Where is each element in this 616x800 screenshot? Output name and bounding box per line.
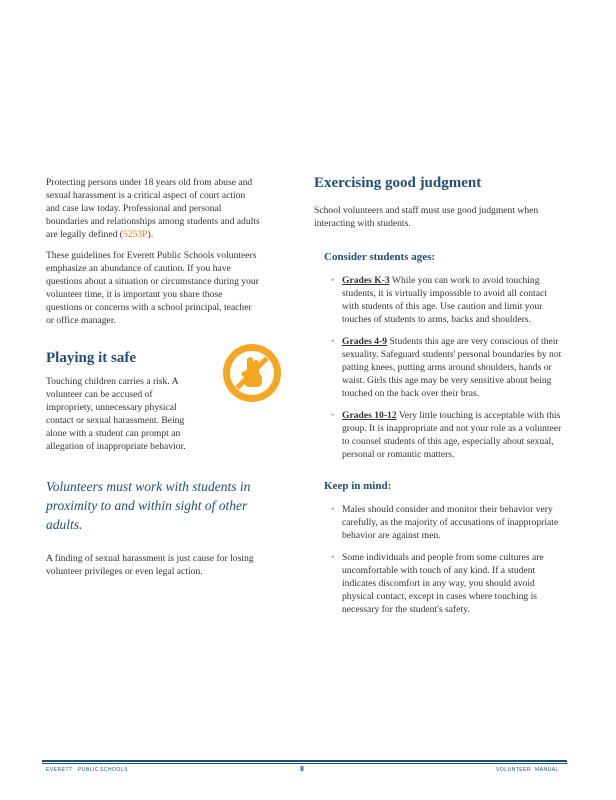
footer-rule-thin xyxy=(42,763,567,764)
guidelines-paragraph: These guidelines for Everett Public Schools volunteers emphasize an abundance of caution. If you have questions about a situation or circumstance during your volunteer time, it is important you share those questions or concerns with a school principal, teacher or office manager. xyxy=(46,250,259,326)
closing-paragraph: A finding of sexual harassment is just cause for losing volunteer privileges or even legal action. xyxy=(46,553,254,577)
footer-schools: SCHOOLS xyxy=(100,767,128,773)
ages-heading: Consider students ages: xyxy=(324,251,436,263)
footer-rule xyxy=(42,760,567,762)
no-touching-hand-icon xyxy=(222,343,282,403)
footer-volunteer: VOLUNTEER xyxy=(496,767,532,773)
keep-in-mind-heading: Keep in mind: xyxy=(324,480,392,492)
playing-safe-text: Touching children carries a risk. A volunteer can be accused of impropriety, unnecessary physical contact or sexual harassment. Being alone with a student can prompt an allegation of inappropriate behavior. xyxy=(46,376,186,452)
ages-list xyxy=(328,274,564,461)
keep-in-mind-list xyxy=(328,503,564,616)
list-item: • Grades K-3 While you can work to avoid touching students, it is virtually impossible to avoid all contact with students of this age. Use caution and limit your touches of students to arms, backs and shoulders. xyxy=(331,275,547,325)
page-number: 8 xyxy=(300,766,304,773)
list-item: • Grades 10-12 Very little touching is acceptable with this group. It is inappropriate and not your role as a volunteer to counsel students of this age, especially about sexual, personal or romantic matters. xyxy=(331,410,562,460)
intro-paragraph: Protecting persons under 18 years old from abuse and sexual harassment is a critical aspect of court action and case law today. Professional and personal boundaries and relationships among students and adults are legally defined (5253P). xyxy=(46,177,260,240)
playing-safe-heading: Playing it safe xyxy=(46,350,136,366)
list-item: • Some individuals and people from some cultures are uncomfortable with touch of any kind. If a student indicates discomfort in any way, you should avoid physical contact, except in cases where touching is necessary for the student's safety. xyxy=(331,552,544,615)
right-column xyxy=(314,174,564,625)
pull-quote: Volunteers must work with students in proximity to and within sight of other adults. xyxy=(46,479,251,532)
list-item: • Males should consider and monitor their behavior very carefully, as the majority of accusations of inappropriate behavior are against men. xyxy=(331,504,559,541)
good-judgment-intro: School volunteers and staff must use good judgment when interacting with students. xyxy=(314,205,539,229)
footer-manual: MANUAL xyxy=(535,767,559,773)
list-item: • Grades 4-9 Students this age are very conscious of their sexuality. Safeguard students' personal boundaries by not patting knees, putting arms around shoulders, hands or waist. Girls this age may be very sensitive about being touched on the back over their bras. xyxy=(331,336,562,399)
good-judgment-heading: Exercising good judgment xyxy=(314,175,482,191)
policy-reference: 5253P xyxy=(122,229,148,240)
footer-public: PUBLIC xyxy=(78,767,100,773)
footer-everett: EVERETT xyxy=(46,767,73,773)
